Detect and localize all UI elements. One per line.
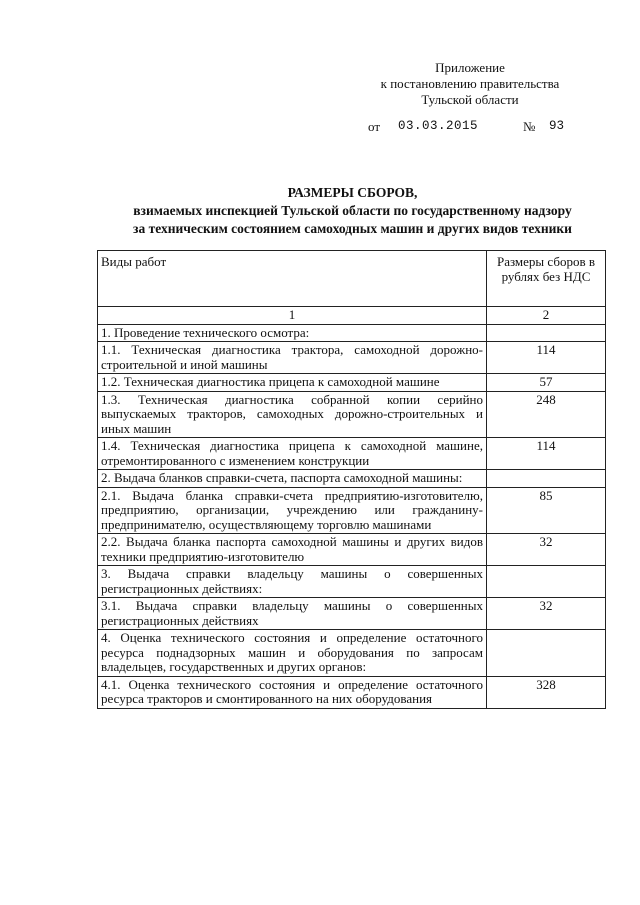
table-row <box>98 630 606 677</box>
fee-cell <box>487 630 606 677</box>
col-index-2: 2 <box>487 307 606 325</box>
fee-cell: 248 <box>487 391 606 438</box>
fee-cell <box>487 324 606 342</box>
work-type-cell: 1. Проведение технического осмотра: <box>98 324 487 342</box>
table-header-row <box>98 251 606 307</box>
fee-cell: 114 <box>487 438 606 470</box>
table-row <box>98 487 606 534</box>
table-row <box>98 566 606 598</box>
table-row <box>98 598 606 630</box>
col-header-work-types: Виды работ <box>98 251 487 307</box>
fee-cell: 85 <box>487 487 606 534</box>
col-index-1: 1 <box>98 307 487 325</box>
title-line-2: взимаемых инспекцией Тульской области по государственному надзору <box>133 203 572 218</box>
work-type-cell: 4. Оценка технического состояния и определение остаточного ресурса поднадзорных машин и оборудования по запросам владельцев, государственных и других органов: <box>98 630 487 677</box>
fee-cell: 57 <box>487 374 606 392</box>
fee-cell: 114 <box>487 342 606 374</box>
table-row <box>98 374 606 392</box>
appendix-header <box>360 60 580 108</box>
title-line-3: за техническим состоянием самоходных машин и других видов техники <box>133 221 572 236</box>
work-type-cell: 1.1. Техническая диагностика трактора, самоходной дорожно-строительной и иной машины <box>98 342 487 374</box>
work-type-cell: 2.1. Выдача бланка справки-счета предприятию-изготовителю, предприятию, организации, учреждению или гражданину-предпринимателю, осуществляющему торговлю машинами <box>98 487 487 534</box>
work-type-cell: 1.2. Техническая диагностика прицепа к самоходной машине <box>98 374 487 392</box>
table-index-row <box>98 307 606 325</box>
work-type-cell: 3. Выдача справки владельцу машины о совершенных регистрационных действиях: <box>98 566 487 598</box>
order-from-label: от <box>368 119 381 134</box>
work-type-cell: 1.4. Техническая диагностика прицепа к самоходной машине, отремонтированного с изменением конструкции <box>98 438 487 470</box>
fee-cell: 328 <box>487 676 606 708</box>
order-date: 03.03.2015 <box>398 119 479 133</box>
order-number-label: № <box>523 119 536 134</box>
appendix-line-1: Приложение <box>435 60 505 75</box>
table-row <box>98 342 606 374</box>
appendix-line-2: к постановлению правительства <box>380 76 560 91</box>
title-line-1: РАЗМЕРЫ СБОРОВ, <box>287 185 418 200</box>
document-title <box>95 184 610 238</box>
table-row <box>98 438 606 470</box>
table-row <box>98 391 606 438</box>
col-header-fee-amount: Размеры сборов в рублях без НДС <box>487 251 606 307</box>
fee-cell <box>487 566 606 598</box>
table-row <box>98 324 606 342</box>
order-number: 93 <box>549 119 565 133</box>
work-type-cell: 4.1. Оценка технического состояния и определение остаточного ресурса тракторов и смонтированного на них оборудования <box>98 676 487 708</box>
work-type-cell: 2. Выдача бланков справки-счета, паспорта самоходной машины: <box>98 470 487 488</box>
work-type-cell: 3.1. Выдача справки владельцу машины о совершенных регистрационных действиях <box>98 598 487 630</box>
table-row <box>98 534 606 566</box>
work-type-cell: 1.3. Техническая диагностика собранной копии серийно выпускаемых тракторов, самоходных дорожно-строительных и иных машин <box>98 391 487 438</box>
fee-cell: 32 <box>487 534 606 566</box>
table-row <box>98 676 606 708</box>
fees-table <box>97 250 606 709</box>
fee-cell <box>487 470 606 488</box>
table-row <box>98 470 606 488</box>
work-type-cell: 2.2. Выдача бланка паспорта самоходной машины и других видов техники предприятию-изготовителю <box>98 534 487 566</box>
fee-cell: 32 <box>487 598 606 630</box>
appendix-line-3: Тульской области <box>421 92 519 107</box>
